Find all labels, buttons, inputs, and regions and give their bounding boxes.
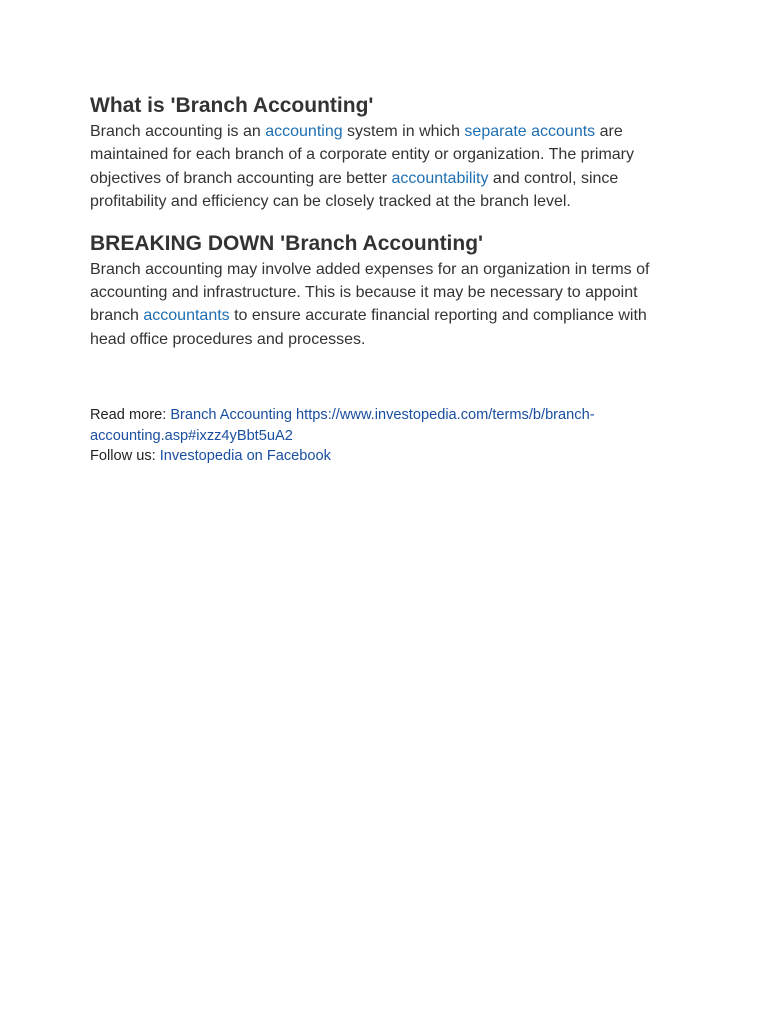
read-more-line [90,405,680,446]
follow-us-line [90,446,680,467]
paragraph-text: Branch accounting may involve added expenses for an organization in terms of accounting and infrastructure. This is because it may be necessary to appoint branch [90,260,650,325]
paragraph-text: are maintained for each branch of a corporate entity or organization. The primary objectives of branch accounting are better [90,123,634,187]
link-separate-accounts[interactable]: separate accounts [464,123,596,140]
link-accountants[interactable]: accountants [143,307,230,325]
read-more-link[interactable]: Branch Accounting https://www.investopedia.com/terms/b/branch-accounting.asp#ixzz4yBbt5uA2 [90,407,595,444]
paragraph-text: Branch accounting is an [90,123,266,140]
document-page [90,92,680,467]
section-title-what-is: What is 'Branch Accounting' [90,94,374,117]
link-accounting[interactable]: accounting [265,123,343,140]
section-title-breaking-down: BREAKING DOWN 'Branch Accounting' [90,231,484,255]
follow-us-label: Follow us: [90,448,160,465]
paragraph-text: to ensure accurate financial reporting and compliance with head office procedures and processes. [90,307,647,348]
section-breaking-down-paragraph [90,258,680,352]
section-what-is-paragraph [90,120,680,214]
paragraph-text: and control, since profitability and efficiency can be closely tracked at the branch level. [90,169,619,211]
paragraph-text: system in which [342,123,465,140]
facebook-link[interactable]: Investopedia on Facebook [159,448,331,465]
read-more-label: Read more: [90,407,171,424]
source-footer [90,405,680,467]
link-accountability[interactable]: accountability [391,169,489,187]
